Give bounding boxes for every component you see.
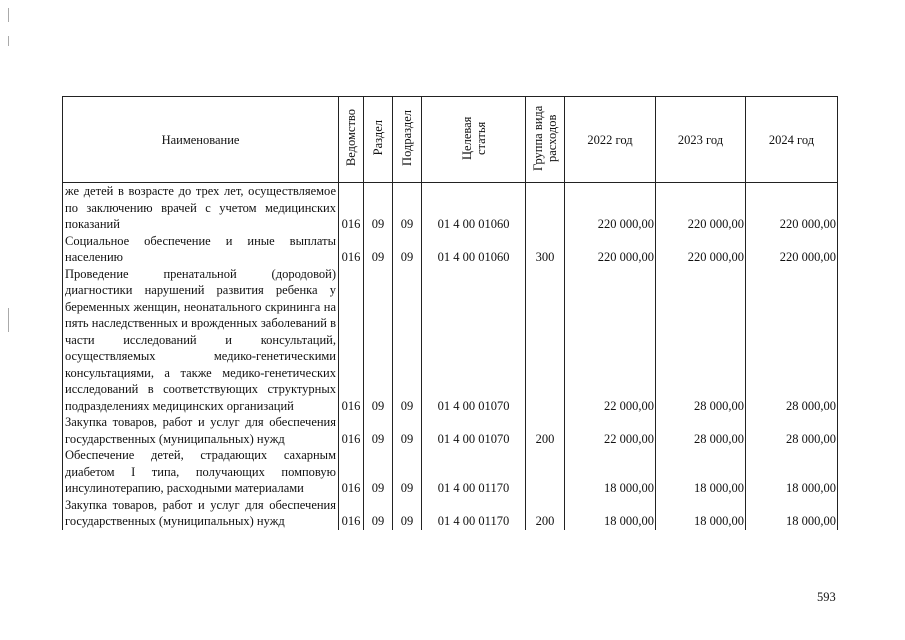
row-amount-2024: 18 000,00 bbox=[746, 447, 838, 497]
scan-margin-mark bbox=[8, 308, 9, 332]
row-amount-2023: 18 000,00 bbox=[656, 497, 746, 530]
row-gruppa bbox=[526, 266, 565, 415]
row-podrazdel: 09 bbox=[393, 497, 422, 530]
row-celevaya: 01 4 00 01070 bbox=[422, 266, 526, 415]
row-podrazdel: 09 bbox=[393, 183, 422, 233]
row-ved: 016 bbox=[339, 497, 364, 530]
header-podrazdel: Подраздел bbox=[393, 97, 422, 183]
row-razdel: 09 bbox=[364, 183, 393, 233]
row-amount-2024: 18 000,00 bbox=[746, 497, 838, 530]
row-gruppa bbox=[526, 447, 565, 497]
table-row bbox=[63, 497, 838, 530]
table-row bbox=[63, 414, 838, 447]
row-amount-2022: 18 000,00 bbox=[565, 497, 656, 530]
row-ved: 016 bbox=[339, 414, 364, 447]
row-amount-2023: 28 000,00 bbox=[656, 414, 746, 447]
page-number: 593 bbox=[817, 590, 836, 604]
table-row bbox=[63, 266, 838, 415]
row-gruppa: 200 bbox=[526, 497, 565, 530]
row-celevaya: 01 4 00 01070 bbox=[422, 414, 526, 447]
header-2023: 2023 год bbox=[656, 97, 746, 183]
row-amount-2022: 22 000,00 bbox=[565, 414, 656, 447]
row-podrazdel: 09 bbox=[393, 447, 422, 497]
row-amount-2024: 220 000,00 bbox=[746, 183, 838, 233]
row-ved: 016 bbox=[339, 183, 364, 233]
row-celevaya: 01 4 00 01170 bbox=[422, 447, 526, 497]
row-amount-2022: 220 000,00 bbox=[565, 183, 656, 233]
row-podrazdel: 09 bbox=[393, 233, 422, 266]
row-celevaya: 01 4 00 01060 bbox=[422, 233, 526, 266]
header-ved: Ведомство bbox=[339, 97, 364, 183]
row-amount-2024: 28 000,00 bbox=[746, 414, 838, 447]
table-row bbox=[63, 183, 838, 233]
row-name: же детей в возрасте до трех лет, осуществляемое по заключению врачей с учетом медицинских показаний bbox=[63, 183, 339, 233]
scan-margin-mark bbox=[8, 8, 9, 22]
table-header-row bbox=[63, 97, 838, 183]
row-gruppa: 200 bbox=[526, 414, 565, 447]
row-celevaya: 01 4 00 01060 bbox=[422, 183, 526, 233]
row-gruppa bbox=[526, 183, 565, 233]
table-row bbox=[63, 233, 838, 266]
row-name: Закупка товаров, работ и услуг для обеспечения государственных (муниципальных) нужд bbox=[63, 414, 339, 447]
row-podrazdel: 09 bbox=[393, 266, 422, 415]
row-razdel: 09 bbox=[364, 233, 393, 266]
row-amount-2022: 18 000,00 bbox=[565, 447, 656, 497]
row-name: Социальное обеспечение и иные выплаты населению bbox=[63, 233, 339, 266]
row-gruppa: 300 bbox=[526, 233, 565, 266]
row-ved: 016 bbox=[339, 447, 364, 497]
row-ved: 016 bbox=[339, 233, 364, 266]
row-amount-2023: 220 000,00 bbox=[656, 183, 746, 233]
row-ved: 016 bbox=[339, 266, 364, 415]
row-amount-2022: 22 000,00 bbox=[565, 266, 656, 415]
row-name: Обеспечение детей, страдающих сахарным диабетом I типа, получающих помповую инсулинотерапию, расходными материалами bbox=[63, 447, 339, 497]
header-razdel: Раздел bbox=[364, 97, 393, 183]
header-2024: 2024 год bbox=[746, 97, 838, 183]
row-razdel: 09 bbox=[364, 266, 393, 415]
row-razdel: 09 bbox=[364, 414, 393, 447]
row-razdel: 09 bbox=[364, 447, 393, 497]
row-amount-2024: 220 000,00 bbox=[746, 233, 838, 266]
row-amount-2024: 28 000,00 bbox=[746, 266, 838, 415]
row-name: Закупка товаров, работ и услуг для обеспечения государственных (муниципальных) нужд bbox=[63, 497, 339, 530]
header-name: Наименование bbox=[63, 97, 339, 183]
budget-table bbox=[62, 96, 838, 530]
row-name: Проведение пренатальной (дородовой) диагностики нарушений развития ребенка у беременных женщин, неонатального скрининга на пять наследственных и врожденных заболеваний в части исследований и консультаций, осуществляемых медико-генетическими консультациями, а также медико-генетических исследований в соответствующих структурных подразделениях медицинских организаций bbox=[63, 266, 339, 415]
row-razdel: 09 bbox=[364, 497, 393, 530]
row-amount-2023: 18 000,00 bbox=[656, 447, 746, 497]
row-amount-2022: 220 000,00 bbox=[565, 233, 656, 266]
row-celevaya: 01 4 00 01170 bbox=[422, 497, 526, 530]
row-amount-2023: 28 000,00 bbox=[656, 266, 746, 415]
header-2022: 2022 год bbox=[565, 97, 656, 183]
table-row bbox=[63, 447, 838, 497]
header-celevaya: Целевая статья bbox=[422, 97, 526, 183]
row-amount-2023: 220 000,00 bbox=[656, 233, 746, 266]
header-gruppa: Группа вида расходов bbox=[526, 97, 565, 183]
row-podrazdel: 09 bbox=[393, 414, 422, 447]
scan-margin-mark bbox=[8, 36, 9, 46]
